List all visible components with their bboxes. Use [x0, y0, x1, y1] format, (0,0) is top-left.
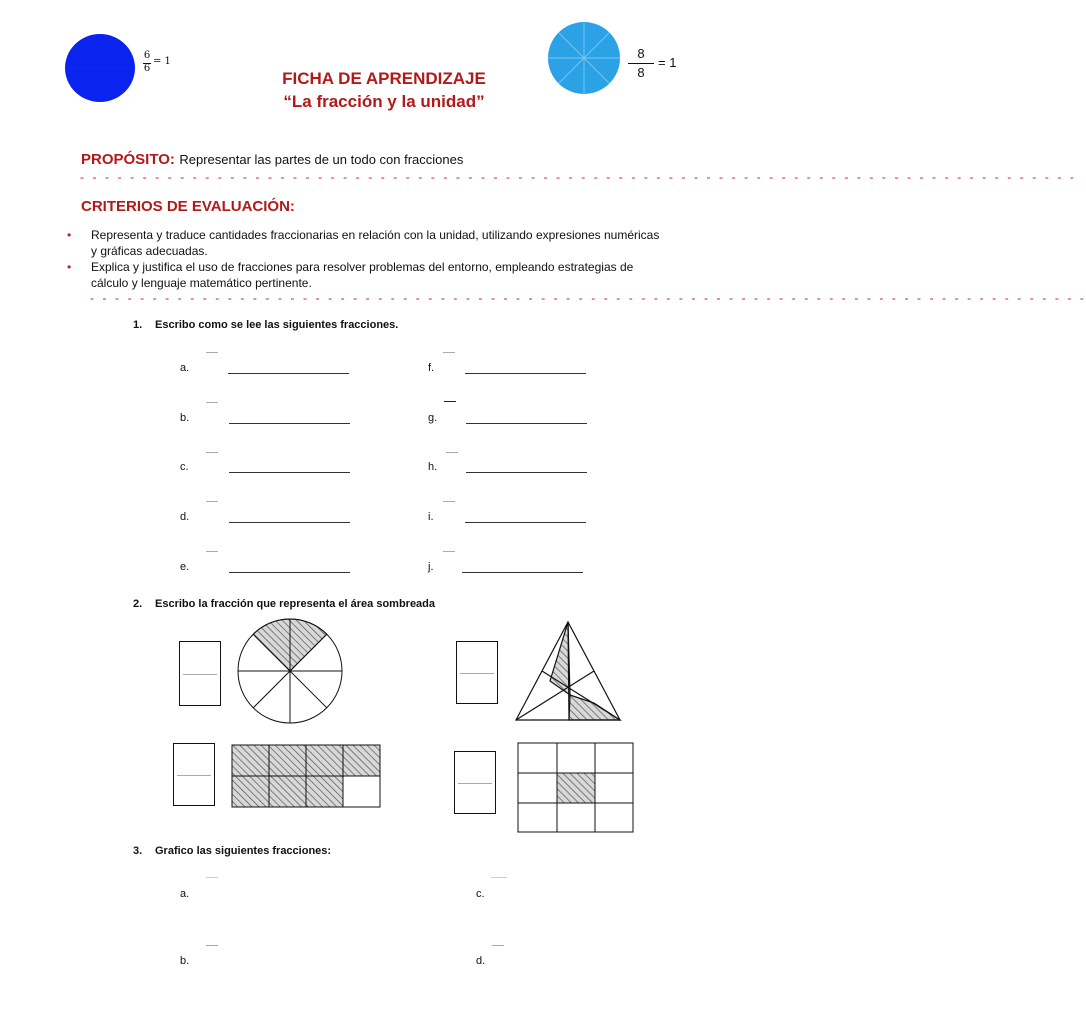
criteria-text: Explica y justifica el uso de fracciones para resolver problemas del entorno, empleando estrategias de cálculo y lenguaje matemático pertinente.	[91, 260, 634, 290]
purpose-line	[81, 151, 463, 169]
answer-box[interactable]	[173, 743, 215, 806]
shaded-grid-3x3-figure	[517, 742, 635, 834]
criteria-label: CRITERIOS DE EVALUACIÓN:	[81, 198, 295, 215]
purpose-label: PROPÓSITO:	[81, 151, 175, 168]
page-title: FICHA DE APRENDIZAJE	[282, 69, 486, 88]
right-fraction-bar	[628, 63, 654, 64]
item-letter: c.	[180, 461, 189, 473]
fraction-placeholder	[446, 452, 458, 453]
divider: - - - - - - - - - - - - - - - - - - - - - - - - - - - - - - - - - - - - - - - - - - - - - - - - - - - - - - - - - - - - - - - - - - - - - - - - - - - - - - - -	[80, 170, 1077, 184]
answer-box[interactable]	[179, 641, 221, 706]
fraction-placeholder	[443, 551, 455, 552]
fraction-placeholder	[206, 945, 218, 946]
question-3	[133, 845, 331, 857]
right-result: = 1	[658, 55, 677, 70]
answer-line[interactable]	[465, 522, 586, 523]
answer-line[interactable]	[229, 423, 350, 424]
item-letter: g.	[428, 412, 438, 424]
question-1	[133, 319, 398, 331]
bullet-icon: •	[67, 260, 72, 274]
answer-line[interactable]	[228, 373, 349, 374]
fraction-placeholder	[492, 945, 504, 946]
question-number: 1.	[133, 319, 143, 331]
item-letter: d.	[476, 955, 486, 967]
question-2	[133, 598, 435, 610]
item-letter: c.	[476, 888, 485, 900]
shaded-triangle-figure	[514, 619, 624, 725]
answer-box[interactable]	[456, 641, 498, 704]
fraction-placeholder	[206, 551, 218, 552]
item-letter: a.	[180, 362, 190, 374]
left-denominator: 6	[143, 63, 151, 74]
right-numerator: 8	[637, 46, 645, 61]
left-numerator: 6	[143, 50, 151, 61]
divider: - - - - - - - - - - - - - - - - - - - - - - - - - - - - - - - - - - - - - - - - - - - - - - - - - - - - - - - - - - - - - - - - - - - - - - - - - - - - - - - -	[90, 291, 1086, 305]
fraction-placeholder	[443, 352, 455, 353]
fraction-placeholder	[206, 402, 218, 403]
item-letter: i.	[428, 511, 434, 523]
fraction-placeholder	[206, 501, 218, 502]
question-text: Escribo la fracción que representa el área sombreada	[155, 598, 436, 610]
item-letter: f.	[428, 362, 435, 374]
answer-line[interactable]	[229, 522, 350, 523]
question-number: 2.	[133, 598, 143, 610]
shaded-grid-2x4-figure	[231, 744, 381, 810]
right-denominator: 8	[637, 65, 645, 80]
item-letter: d.	[180, 511, 190, 523]
item-letter: a.	[180, 888, 190, 900]
left-result: = 1	[153, 56, 171, 67]
criteria-text: Representa y traduce cantidades fraccionarias en relación con la unidad, utilizando expresiones numéricas y gráficas adecuadas.	[91, 228, 660, 258]
item-letter: j.	[428, 561, 434, 573]
shaded-circle-figure	[236, 618, 344, 724]
answer-line[interactable]	[465, 373, 586, 374]
answer-box[interactable]	[454, 751, 496, 814]
fraction-placeholder	[206, 877, 218, 878]
fraction-placeholder	[444, 401, 456, 402]
answer-line[interactable]	[462, 572, 583, 573]
answer-line[interactable]	[229, 472, 350, 473]
item-letter: h.	[428, 461, 438, 473]
answer-line[interactable]	[466, 472, 587, 473]
question-text: Escribo como se lee las siguientes fracciones.	[155, 319, 399, 331]
question-text: Grafico las siguientes fracciones:	[155, 845, 332, 857]
fraction-placeholder	[443, 501, 455, 502]
criteria-item	[67, 259, 667, 291]
question-number: 3.	[133, 845, 143, 857]
criteria-item	[67, 227, 667, 259]
item-letter: e.	[180, 561, 190, 573]
item-letter: b.	[180, 955, 190, 967]
bullet-icon: •	[67, 228, 72, 242]
purpose-text: Representar las partes de un todo con fracciones	[179, 152, 464, 167]
answer-line[interactable]	[229, 572, 350, 573]
answer-line[interactable]	[466, 423, 587, 424]
fraction-placeholder	[491, 877, 507, 878]
page-subtitle: “La fracción y la unidad”	[283, 92, 485, 111]
fraction-placeholder	[206, 452, 218, 453]
item-letter: b.	[180, 412, 190, 424]
fraction-placeholder	[206, 352, 218, 353]
